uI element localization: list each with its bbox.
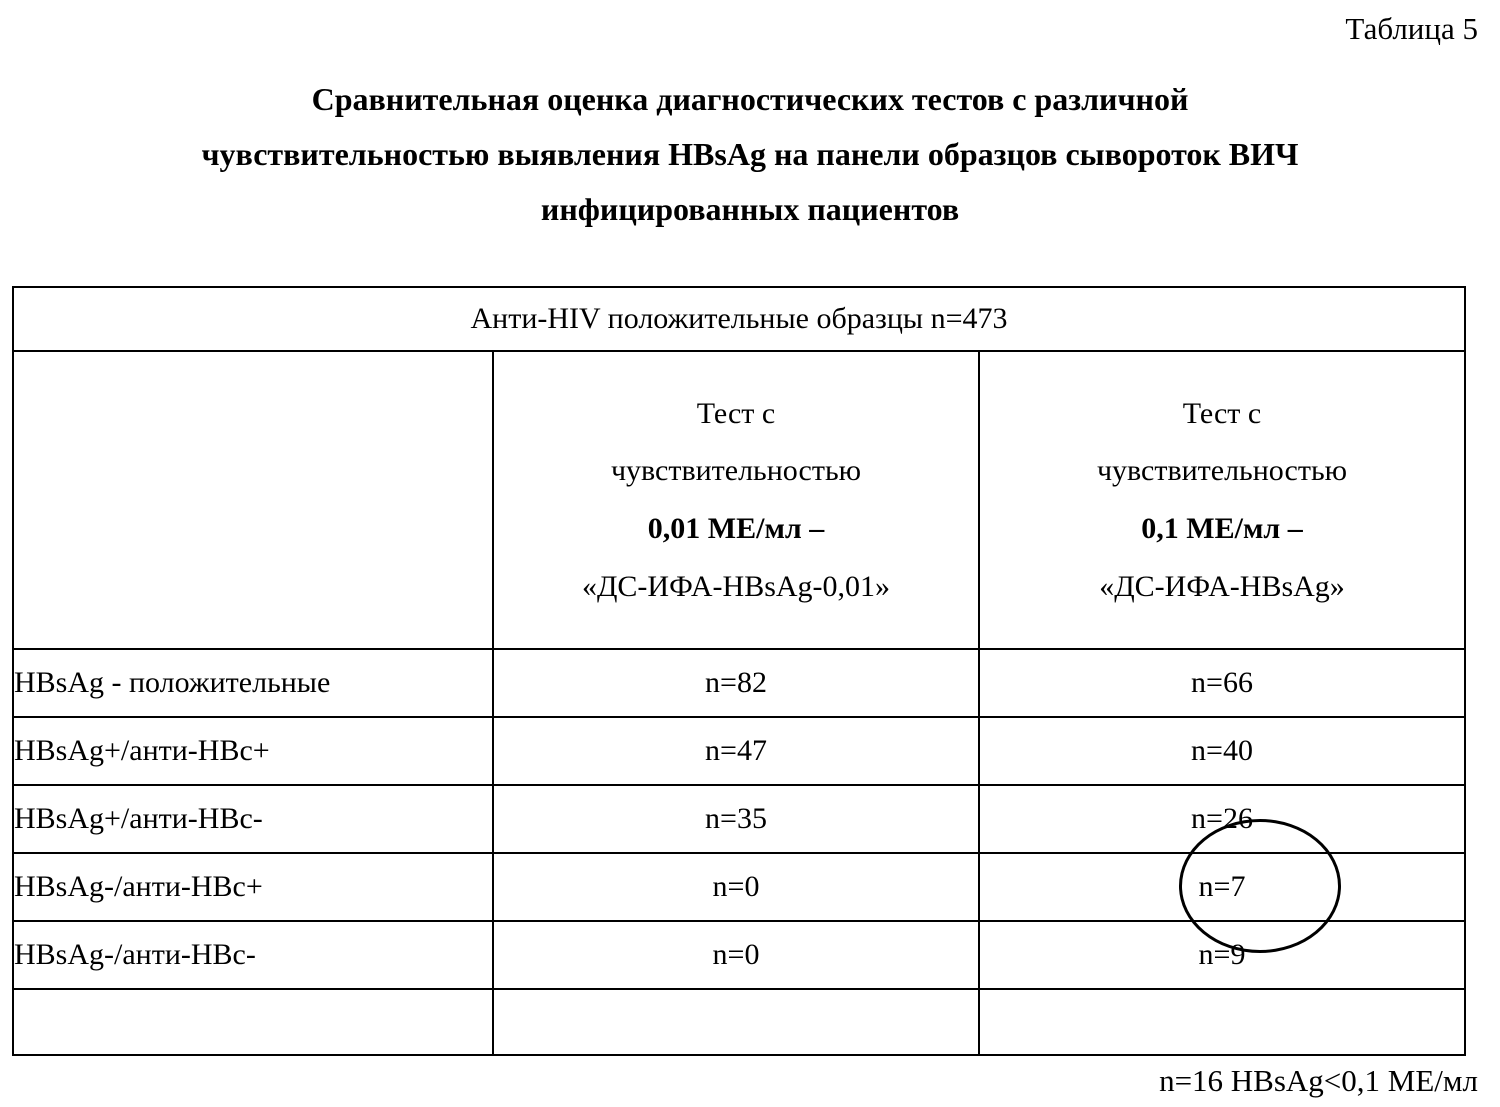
empty-cell-0 (13, 989, 493, 1055)
title-line-2: чувствительностью выявления HBsAg на панели образцов сывороток ВИЧ (201, 136, 1299, 173)
column-header-test-001 (493, 351, 979, 649)
column-header-empty (13, 351, 493, 649)
row-1-col-1-value: n=47 (493, 717, 979, 785)
table-row (13, 921, 1465, 989)
column-header-test-001-line-3: 0,01 МЕ/мл – (647, 512, 825, 545)
row-label-1: HBsAg+/анти-HBc+ (13, 717, 493, 785)
row-0-col-1-value: n=82 (493, 649, 979, 717)
title-line-3: инфицированных пациентов (540, 191, 960, 228)
row-2-col-1-value: n=35 (493, 785, 979, 853)
row-0-col-2-value: n=66 (979, 649, 1465, 717)
empty-cell-1 (493, 989, 979, 1055)
row-label-3: HBsAg-/анти-HBc+ (13, 853, 493, 921)
row-4-col-2-value: n=9 (979, 921, 1465, 989)
table-row (13, 717, 1465, 785)
row-label-4: HBsAg-/анти-HBc- (13, 921, 493, 989)
row-label-0: HBsAg - положительные (13, 649, 493, 717)
title-line-1: Сравнительная оценка диагностических тестов с различной (311, 81, 1189, 117)
table-number-label: Таблица 5 (1345, 11, 1478, 46)
table-row (13, 649, 1465, 717)
column-header-test-001-line-1: Тест с (696, 396, 776, 430)
column-header-test-01-line-4: «ДС-ИФА-HBsAg» (1099, 569, 1345, 603)
table-column-header-row (13, 351, 1465, 649)
column-header-test-01-line-2: чувствительностью (1096, 454, 1348, 488)
table-row (13, 785, 1465, 853)
column-header-test-01-line-3: 0,1 МЕ/мл – (1141, 512, 1303, 545)
column-header-test-001-line-2: чувствительностью (610, 454, 862, 488)
page-title (35, 72, 1465, 237)
empty-cell-2 (979, 989, 1465, 1055)
row-1-col-2-value: n=40 (979, 717, 1465, 785)
table-span-header: Анти-HIV положительные образцы n=473 (13, 287, 1465, 351)
row-3-col-2-value: n=7 (979, 853, 1465, 921)
table-row (13, 853, 1465, 921)
row-2-col-2-value: n=26 (979, 785, 1465, 853)
table-header-span-row (13, 287, 1465, 351)
footnote-text: n=16 HBsAg<0,1 МЕ/мл (1159, 1063, 1478, 1098)
row-3-col-1-value: n=0 (493, 853, 979, 921)
column-header-test-01 (979, 351, 1465, 649)
row-4-col-1-value: n=0 (493, 921, 979, 989)
row-label-2: HBsAg+/анти-HBc- (13, 785, 493, 853)
results-table (12, 286, 1466, 1056)
column-header-test-001-line-4: «ДС-ИФА-HBsAg-0,01» (581, 569, 891, 603)
column-header-test-01-line-1: Тест с (1182, 396, 1262, 430)
table-row-empty (13, 989, 1465, 1055)
